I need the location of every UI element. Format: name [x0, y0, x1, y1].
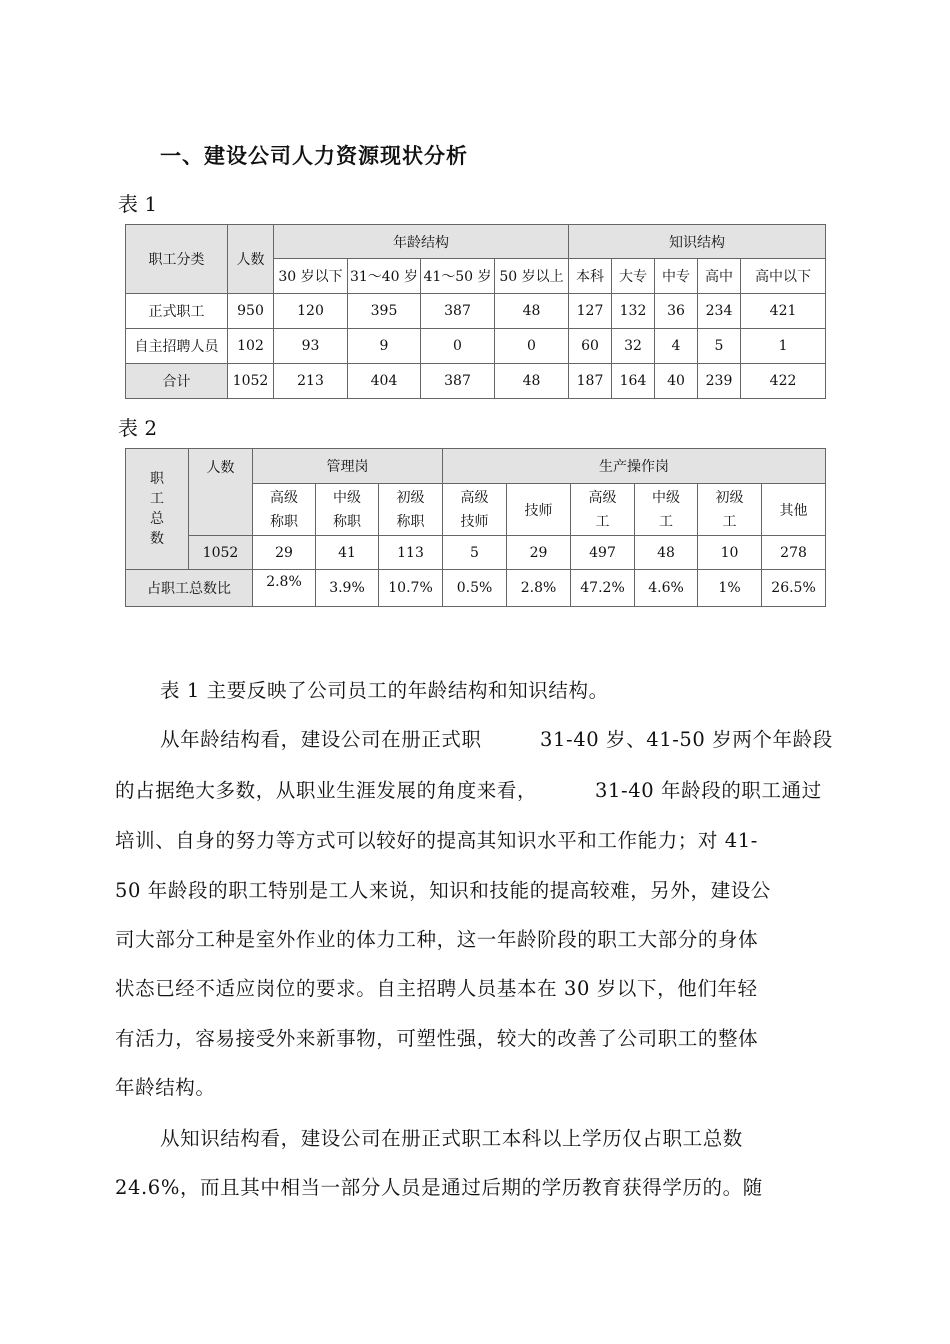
paragraph-line: 50 年龄段的职工特别是工人来说，知识和技能的提高较难，另外，建设公: [115, 879, 771, 902]
table-cell: 60: [569, 329, 612, 364]
header-line: 工: [722, 513, 737, 530]
table-cell: 239: [698, 364, 741, 399]
section-heading: 一、建设公司人力资源现状分析: [160, 144, 468, 168]
table-cell: 40: [655, 364, 698, 399]
header-age-structure: 年龄结构: [274, 225, 569, 259]
table2-position-structure: [125, 448, 826, 607]
paragraph-line: 31-40 年龄段的职工通过: [595, 779, 822, 802]
header-age-31-40: 31～40 岁: [348, 259, 421, 294]
paragraph-line: 从知识结构看，建设公司在册正式职工本科以上学历仅占职工总数: [160, 1127, 743, 1150]
table-cell: 127: [569, 294, 612, 329]
table-cell: 9: [348, 329, 421, 364]
table-cell: 132: [612, 294, 655, 329]
header-count: 人数: [228, 225, 274, 294]
table-cell: 32: [612, 329, 655, 364]
table-cell: 422: [741, 364, 826, 399]
header-line: 技师: [460, 513, 489, 530]
table-cell: 387: [421, 294, 495, 329]
table-cell: 5: [698, 329, 741, 364]
table-cell: 36: [655, 294, 698, 329]
header-total-staff-char: 工: [150, 491, 164, 507]
table2-label: 表 2: [118, 416, 158, 440]
table-cell: 93: [274, 329, 348, 364]
header-edu-bachelor: 本科: [569, 259, 612, 294]
header-total-staff-char: 总: [150, 511, 164, 527]
header-age-41-50: 41～50 岁: [421, 259, 495, 294]
header-count: 人数: [189, 449, 253, 536]
header-edu-technical: 中专: [655, 259, 698, 294]
paragraph-line: 从年龄结构看，建设公司在册正式职: [160, 728, 482, 751]
table-cell: 1%: [698, 570, 762, 607]
table-cell: 234: [698, 294, 741, 329]
table-row-counts: [126, 536, 826, 570]
paragraph-line: 年龄结构。: [115, 1076, 216, 1099]
header-edu-below-high-school: 高中以下: [741, 259, 826, 294]
row-label: 自主招聘人员: [126, 329, 228, 364]
header-line: 初级: [396, 489, 425, 506]
table1-age-knowledge-structure: [125, 224, 826, 399]
table-cell: 278: [762, 536, 826, 570]
paragraph-line: 培训、自身的努力等方式可以较好的提高其知识水平和工作能力；对 41-: [115, 829, 759, 852]
header-senior-title-mgmt: [253, 484, 316, 536]
table-row-total: [126, 364, 826, 399]
header-senior-worker: [571, 484, 635, 536]
paragraph-line: 31-40 岁、41-50 岁两个年龄段: [540, 728, 833, 751]
table-cell: 404: [348, 364, 421, 399]
header-mid-title-mgmt: [316, 484, 379, 536]
header-line: 中级: [333, 489, 361, 506]
row-label: 正式职工: [126, 294, 228, 329]
table-cell: 48: [495, 364, 569, 399]
table-cell: 4: [655, 329, 698, 364]
table-cell: 1052: [228, 364, 274, 399]
table1-label: 表 1: [118, 192, 158, 216]
header-line: 称职: [396, 513, 425, 530]
table-cell: 213: [274, 364, 348, 399]
table-cell: 4.6%: [635, 570, 698, 607]
table-row: [126, 329, 826, 364]
table-cell: 102: [228, 329, 274, 364]
table-row-ratios: [126, 570, 826, 607]
table-cell: 387: [421, 364, 495, 399]
header-mid-worker: [635, 484, 698, 536]
header-line: 其他: [779, 502, 808, 519]
header-junior-worker: [698, 484, 762, 536]
paragraph-line: 有活力，容易接受外来新事物，可塑性强，较大的改善了公司职工的整体: [115, 1027, 759, 1050]
header-line: 高级: [588, 489, 617, 506]
table-cell: 120: [274, 294, 348, 329]
header-line: 工: [595, 513, 610, 530]
header-total-staff-char: 职: [150, 471, 164, 487]
table-cell: 10.7%: [379, 570, 443, 607]
header-technician: [507, 484, 571, 536]
header-management-posts: 管理岗: [253, 449, 443, 484]
table-cell: 48: [495, 294, 569, 329]
table-cell: 1: [741, 329, 826, 364]
table-cell: 5: [443, 536, 507, 570]
table-cell: 29: [507, 536, 571, 570]
header-line: 技师: [524, 502, 553, 519]
header-line: 高级: [270, 489, 298, 506]
paragraph-line: 状态已经不适应岗位的要求。自主招聘人员基本在 30 岁以下，他们年轻: [115, 977, 758, 1000]
total-count-cell: 1052: [189, 536, 253, 570]
paragraph-line: 的占据绝大多数，从职业生涯发展的角度来看，: [115, 779, 538, 802]
header-age-over-50: 50 岁以上: [495, 259, 569, 294]
header-line: 称职: [333, 513, 361, 530]
table-cell: 421: [741, 294, 826, 329]
table-cell: 29: [253, 536, 316, 570]
header-age-under-30: 30 岁以下: [274, 259, 348, 294]
table-cell: 3.9%: [316, 570, 379, 607]
table-cell: 187: [569, 364, 612, 399]
header-edu-high-school: 高中: [698, 259, 741, 294]
table-cell: 497: [571, 536, 635, 570]
table-cell: 0: [421, 329, 495, 364]
table-cell: 10: [698, 536, 762, 570]
header-production-posts: 生产操作岗: [443, 449, 826, 484]
header-total-staff-char: 数: [150, 531, 164, 547]
header-line: 中级: [652, 489, 681, 506]
header-edu-college: 大专: [612, 259, 655, 294]
table-cell: 395: [348, 294, 421, 329]
table-cell: 950: [228, 294, 274, 329]
header-other: [762, 484, 826, 536]
table-cell: 2.8%: [253, 570, 316, 607]
table-cell: 0: [495, 329, 569, 364]
table-cell: 2.8%: [507, 570, 571, 607]
table-cell: 48: [635, 536, 698, 570]
table-cell: 26.5%: [762, 570, 826, 607]
table-cell: 47.2%: [571, 570, 635, 607]
header-line: 高级: [460, 489, 489, 506]
header-knowledge-structure: 知识结构: [569, 225, 826, 259]
header-total-staff: [126, 449, 189, 570]
paragraph-line: 24.6%，而且其中相当一部分人员是通过后期的学历教育获得学历的。随: [115, 1176, 763, 1199]
row-label: 合计: [126, 364, 228, 399]
header-line: 初级: [715, 489, 744, 506]
table-cell: 0.5%: [443, 570, 507, 607]
header-line: 工: [659, 513, 674, 530]
header-staff-type: 职工分类: [126, 225, 228, 294]
table-cell: 41: [316, 536, 379, 570]
header-senior-technician: [443, 484, 507, 536]
paragraph-line: 司大部分工种是室外作业的体力工种，这一年龄阶段的职工大部分的身体: [115, 928, 759, 951]
table-cell: 113: [379, 536, 443, 570]
table-cell: 164: [612, 364, 655, 399]
header-junior-title-mgmt: [379, 484, 443, 536]
header-line: 称职: [270, 513, 298, 530]
table-row: [126, 294, 826, 329]
ratio-label: 占职工总数比: [126, 570, 253, 607]
paragraph-intro: 表 1 主要反映了公司员工的年龄结构和知识结构。: [160, 679, 609, 702]
